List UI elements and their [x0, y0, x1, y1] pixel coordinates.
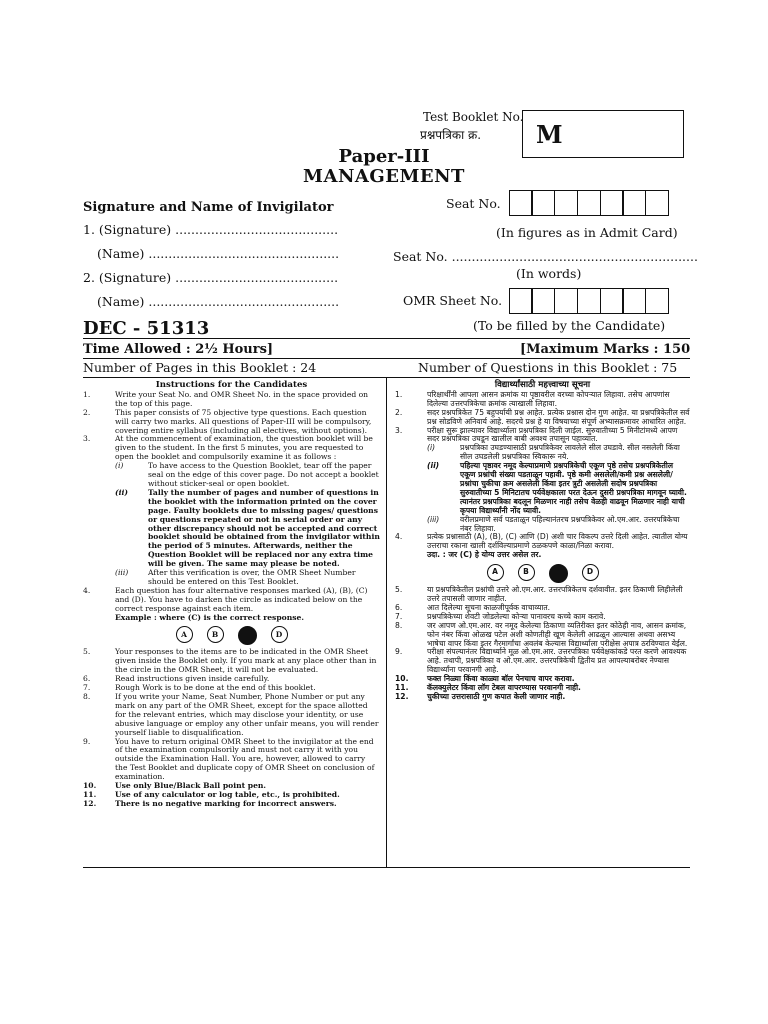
question-count: Number of Questions in this Booklet : 75 — [418, 360, 678, 375]
list-item: 9. You have to return original OMR Sheet to the invigilator at the end of the examination compulsorily and must not carry it with you outside the Examination Hall. You are, however, allowed to carry the Test Booklet and duplicate copy of OMR Sheet on conclusion of examination. — [83, 736, 375, 782]
answer-example — [395, 564, 690, 583]
page-count: Number of Pages in this Booklet : 24 — [83, 360, 317, 375]
list-item: 4. Each question has four alternative responses marked (A), (B), (C) and (D). You have to darken the circle as indicated below on the correct response against each item. Example : where (C) is the correct response. — [83, 585, 368, 622]
sub-item: (ii) पहिल्या पृष्ठावर नमूद केल्याप्रमाणे प्रश्नपत्रिकेची एकूण पृष्ठे तसेच प्रश्नपत्रिकेतील एकूण प्रश्नांची संख्या पडताळून पहावी. पृष्ठे कमी असलेली/कमी प्रश्न असलेली/प्रश्नांचा चुकीचा क्रम असलेली किंवा इतर त्रुटी असलेली सदोष प्रश्नपत्रिका सुरुवातीच्या 5 मिनिटातच पर्यवेक्षकाला परत देऊन दुसरी प्रश्नपत्रिका मागवून घ्यावी. त्यानंतर प्रश्नपत्रिका बदलून मिळणार नाही तसेच वेळही वाढवून मिळणार नाही याची कृपया विद्यार्थ्यांनी नोंद घ्यावी. — [427, 461, 687, 515]
instructions-heading: विद्यार्थ्यांसाठी महत्त्वाच्या सूचना — [494, 380, 591, 390]
seat-words-note: (In words) — [516, 266, 582, 281]
list-item: 7. प्रश्नपत्रिकेच्या शेवटी जोडलेल्या कोऱ्या पानावरच कच्चे काम करावे. — [395, 611, 606, 621]
time-allowed: Time Allowed : 2½ Hours] — [83, 342, 274, 357]
booklet-series: M — [536, 120, 563, 149]
list-item: 12. There is no negative marking for incorrect answers. — [83, 798, 337, 808]
sub-item: (iii) वरीलप्रमाणे सर्व पडताळून पहिल्यानंतरच प्रश्नपत्रिकेवर ओ.एम.आर. उत्तरपत्रिकेचा नंबर लिहावा. — [427, 514, 680, 533]
list-item: 4. प्रत्येक प्रश्नासाठी (A), (B), (C) आणि (D) अशी चार विकल्प उत्तरे दिली आहेत. त्यातील योग्य उत्तराचा रकाना खाली दर्शविल्याप्रमाणे ठळकपणे काळा/निळा करावा. उदा. : जर (C) हे योग्य उत्तर असेल तर. — [395, 532, 688, 560]
signature-2-line: 2. (Signature) ......................................... — [83, 270, 339, 285]
list-item: 8. जर आपण ओ.एम.आर. वर नमूद केलेल्या ठिकाणा व्यतिरीक्त इतर कोठेही नाव, आसन क्रमांक, फोन नंबर किंवा ओळख पटेल अशी कोणतीही खूण केलेली आढळून आल्यास अथवा असभ्य भाषेचा वापर किंवा इतर गैरमार्गांचा अवलंब केल्यास विद्यार्थ्याला परीक्षेस अपात्र ठरविण्यात येईल. — [395, 620, 688, 648]
option-c-filled-circle — [549, 564, 568, 583]
omr-sheet-boxes[interactable] — [510, 288, 669, 314]
sub-item: (iii) After this verification is over, the OMR Sheet Number should be entered on this Test Booklet. — [115, 568, 356, 586]
list-item: 6. Read instructions given inside carefully. — [83, 674, 270, 684]
option-a-circle: A — [487, 564, 504, 581]
maximum-marks: [Maximum Marks : 150 — [520, 342, 691, 357]
list-item: 10. फक्त निळ्या किंवा काळ्या बॉल पेनचाच वापर करावा. — [395, 674, 575, 684]
test-booklet-label-marathi: प्रश्नपत्रिका क्र. — [420, 128, 482, 142]
list-item: 2. सदर प्रश्नपत्रिकेत 75 बहुपर्यायी प्रश्न आहेत. प्रत्येक प्रश्नास दोन गुण आहेत. या प्रश्नपत्रिकेतील सर्व प्रश्न सोडविणे अनिवार्य आहे. सदरचे प्रश्न हे या विषयाच्या संपूर्ण अभ्यासक्रमावर आधारित आहेत. — [395, 407, 690, 426]
answer-example — [83, 626, 380, 645]
option-d-circle: D — [582, 564, 599, 581]
omr-sheet-label: OMR Sheet No. — [403, 293, 503, 308]
test-booklet-label: Test Booklet No. — [423, 110, 524, 124]
invigilator-title: Signature and Name of Invigilator — [83, 200, 334, 215]
list-item: 11. Use of any calculator or log table, etc., is prohibited. — [83, 789, 340, 799]
name-2-line: (Name) ................................................ — [97, 294, 340, 309]
list-item: 5. Your responses to the items are to be indicated in the OMR Sheet given inside the Booklet only. If you mark at any place other than in the circle in the OMR Sheet, it will not be evaluated. — [83, 647, 377, 675]
divider — [83, 338, 690, 339]
option-d-circle: D — [271, 626, 288, 643]
divider — [83, 867, 690, 868]
list-item: 6. आत दिलेल्या सूचना काळजीपूर्वक वाचाव्यात. — [395, 602, 551, 612]
list-item: 11. कॅलक्युलेटर किंवा लॉग टेबल वापरण्यास परवानगी नाही. — [395, 683, 581, 693]
option-b-circle: B — [207, 626, 224, 643]
list-item: 5. या प्रश्नपत्रिकेतील प्रश्नांची उत्तरे ओ.एम.आर. उत्तरपत्रिकेतच दर्शवावीत. इतर ठिकाणी लिहीलेली उत्तरे तपासली जाणार नाहीत. — [395, 585, 683, 604]
option-b-circle: B — [518, 564, 535, 581]
option-a-circle: A — [176, 626, 193, 643]
list-item: 1. Write your Seat No. and OMR Sheet No. in the space provided on the top of this page. — [83, 389, 369, 408]
sub-item: (i) To have access to the Question Booklet, tear off the paper seal on the edge of this cover page. Do not accept a booklet without sticker-seal or open booklet. — [115, 461, 379, 488]
option-c-filled-circle — [238, 626, 257, 645]
list-item: 3. At the commencement of examination, the question booklet will be given to the student. In the first 5 minutes, you are requested to open the booklet and compulsorily examine it as follows : — [83, 434, 373, 462]
instructions-english — [83, 381, 380, 809]
divider — [83, 358, 690, 359]
exam-code: DEC - 51313 — [83, 318, 210, 339]
subject-title: MANAGEMENT — [303, 166, 465, 187]
list-item: 10. Use only Blue/Black Ball point pen. — [83, 781, 267, 791]
list-item: 7. Rough Work is to be done at the end of this booklet. — [83, 683, 316, 693]
seat-no-boxes[interactable] — [510, 190, 669, 216]
sub-item: (i) प्रश्नपत्रिका उघडण्यासाठी प्रश्नपत्रिकेवर लावलेले सील उघडावे. सील नसलेली किंवा सील उघडलेली प्रश्नपत्रिका स्विकारू नये. — [427, 443, 680, 462]
signature-1-line: 1. (Signature) ......................................... — [83, 222, 339, 237]
paper-title: Paper-III — [338, 146, 430, 167]
instructions-marathi — [395, 381, 690, 702]
instructions-heading: Instructions for the Candidates — [155, 380, 308, 390]
list-item: 12. चुकीच्या उत्तरासाठी गुण कपात केली जाणार नाही. — [395, 692, 566, 701]
list-item: 9. परीक्षा संपल्यानंतर विद्यार्थ्याने मूळ ओ.एम.आर. उत्तरपत्रिका पर्यवेक्षकांकडे परत करणे आवश्यक आहे. तथापी, प्रश्नपत्रिका व ओ.एम.आर. उत्तरपत्रिकेची द्वितीय प्रत आपल्याबरोबर नेण्यास विद्यार्थ्यांना परवानगी आहे. — [395, 647, 687, 675]
list-item: 3. परीक्षा सुरू झाल्यावर विद्यार्थ्याला प्रश्नपत्रिका दिली जाईल. सुरुवातीच्या 5 मिनीटांमध्ये आपण सदर प्रश्नपत्रिका उघडून खालील बाबी अवश्य तपासून पहाव्यात. — [395, 425, 678, 444]
seat-words-line: Seat No. .............................................................. — [393, 249, 698, 264]
list-item: 8. If you write your Name, Seat Number, Phone Number or put any mark on any part of the OMR Sheet, except for the space allotted for the relevant entries, which may disclose your identity, or use abusive language or employ any other unfair means, you will render yourself liable to disqualification. — [83, 692, 379, 737]
name-1-line: (Name) ................................................ — [97, 246, 340, 261]
list-item: 2. This paper consists of 75 objective type questions. Each question will carry two marks. All questions of Paper-III will be compulsory, covering entire syllabus (including all electives, without options). — [83, 407, 372, 435]
omr-note: (To be filled by the Candidate) — [473, 318, 666, 333]
seat-no-label: Seat No. — [446, 196, 501, 211]
seat-figures-note: (In figures as in Admit Card) — [496, 225, 678, 240]
column-divider — [386, 378, 387, 868]
list-item: 1. परिक्षार्थींनी आपला आसन क्रमांक या पृष्ठावरील वरच्या कोपऱ्यात लिहावा. तसेच आपणांस दिलेल्या उत्तरपत्रिकेचा क्रमांक त्याखाली लिहावा. — [395, 389, 670, 408]
sub-item: (ii) Tally the number of pages and number of questions in the booklet with the information printed on the cover page. Faulty booklets due to missing pages/ questions or questions repeated or not in serial order or any other discrepancy should not be accepted and correct booklet should be obtained from the invigilator within the period of 5 minutes. Afterwards, neither the Question Booklet will be replaced nor any extra time will be given. The same may please be noted. — [115, 487, 380, 569]
